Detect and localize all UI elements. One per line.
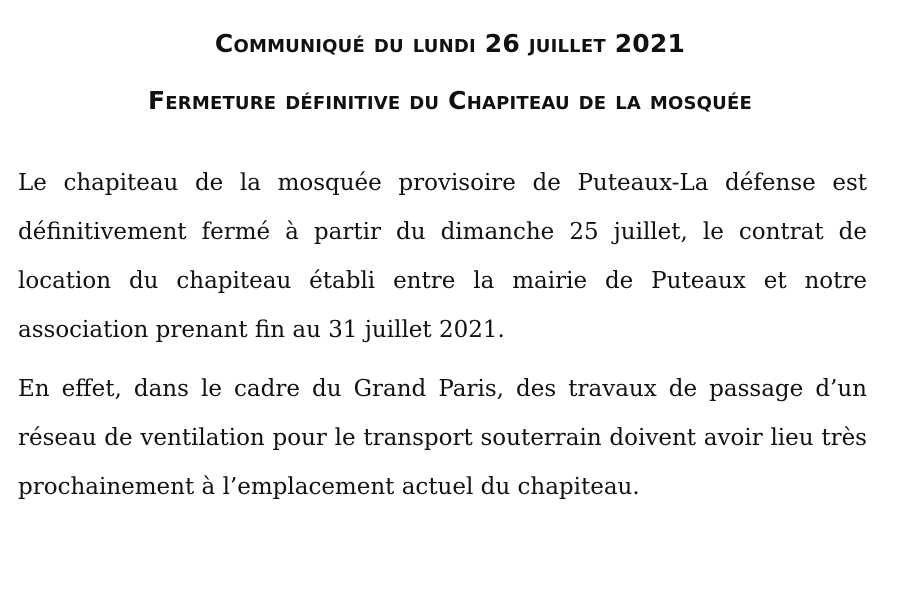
- release-date-heading: Communiqué du lundi 26 juillet 2021: [214, 29, 686, 58]
- body-paragraph-closure: Le chapiteau de la mosquée provisoire de Puteaux-La défense est définitivement fermé à partir du dimanche 25 juillet, le contrat de location du chapiteau établi entre la mairie de Puteaux et notre association prenant fin au 31 juillet 2021.: [18, 170, 867, 343]
- release-title: Fermeture définitive du Chapiteau de la mosquée: [148, 86, 752, 115]
- body-paragraph-reason: En effet, dans le cadre du Grand Paris, des travaux de passage d’un réseau de ventilation pour le transport souterrain doivent avoir lieu très prochainement à l’emplacement actuel du chapiteau.: [18, 376, 867, 500]
